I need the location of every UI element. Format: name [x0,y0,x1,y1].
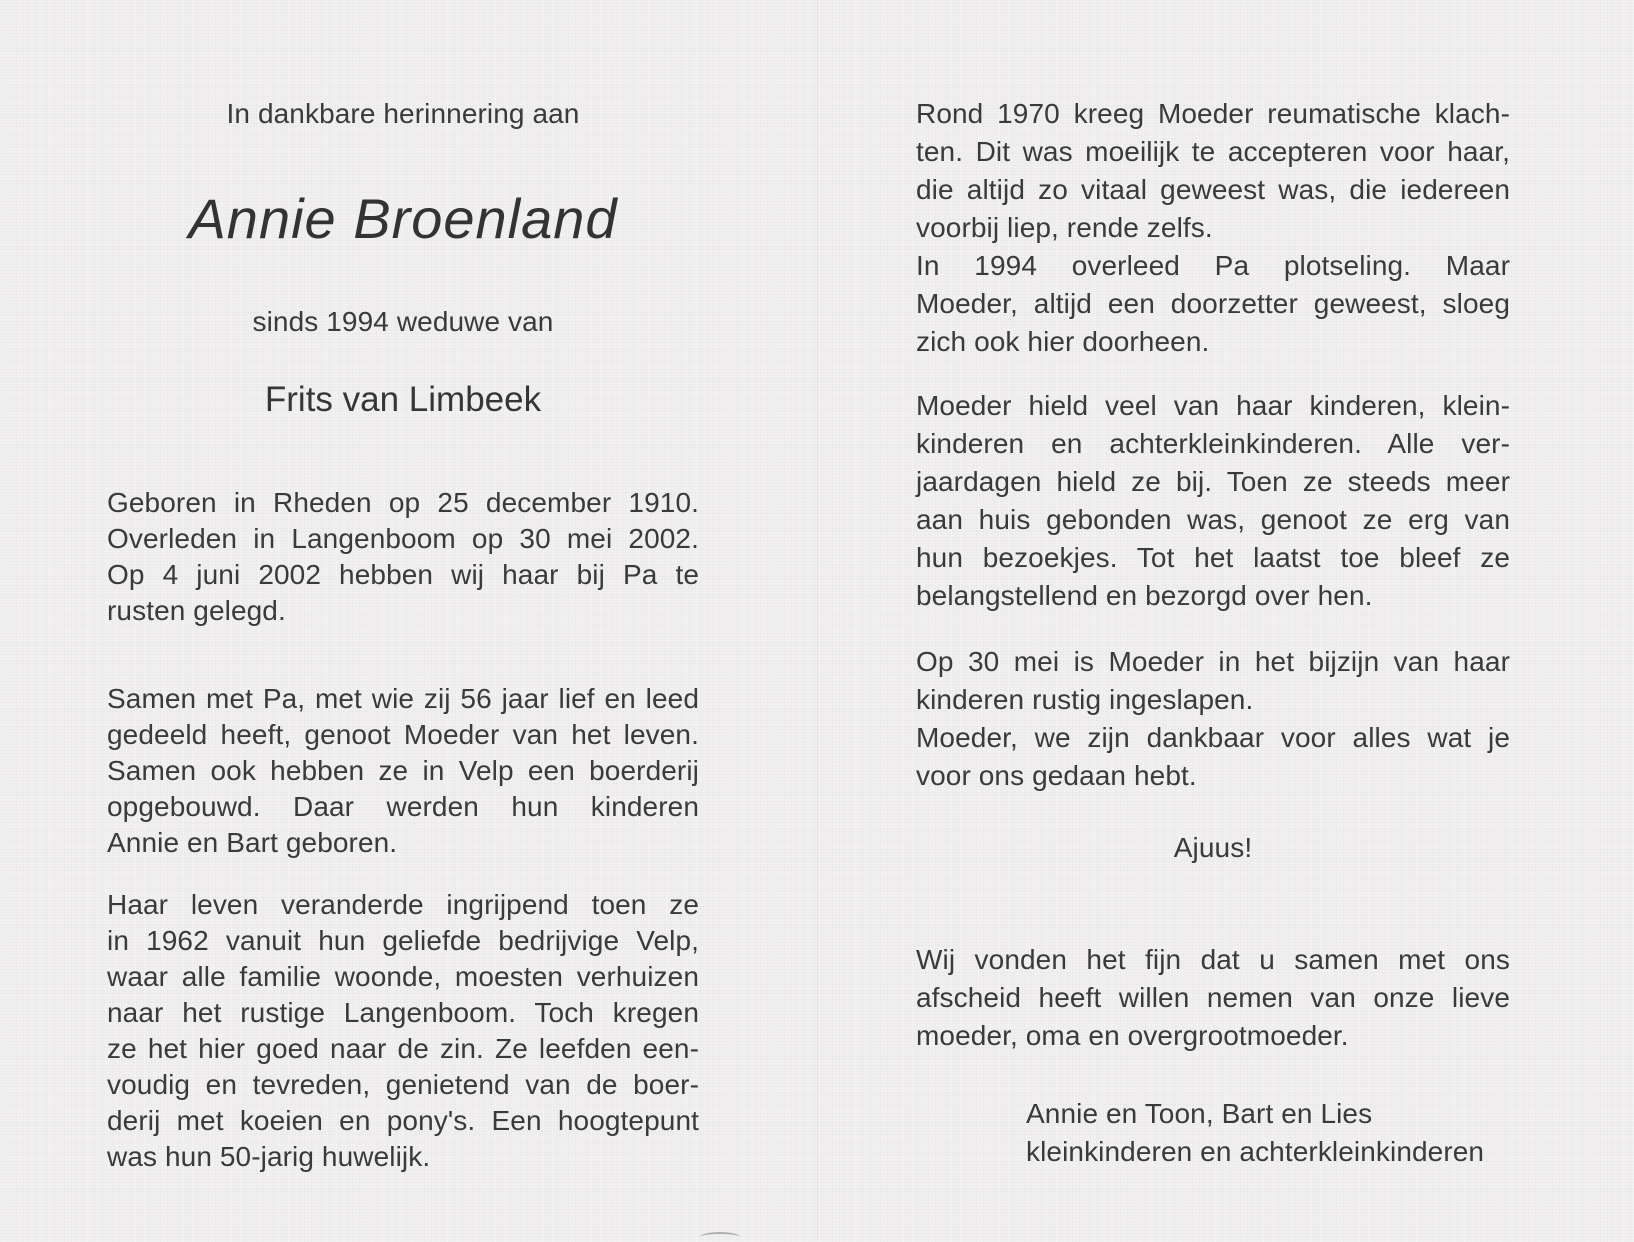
text-line: Haar leven veranderde ingrijpend toen ze [107,889,699,920]
text-line: voorbij liep, rende zelfs. [916,212,1213,243]
text-line: zich ook hier doorheen. [916,326,1210,357]
text-line: kinderen en achterkleinkinderen. Alle ver- [916,428,1510,459]
text-line: Samen ook hebben ze in Velp een boerderij [107,755,699,786]
page-number-mark [700,1232,740,1242]
text-line: naar het rustige Langenboom. Toch kregen [107,997,699,1028]
text-line: In 1994 overleed Pa plotseling. Maar [916,250,1510,281]
text-line: ten. Dit was moeilijk te accepteren voor haar, [916,136,1510,167]
text-line: Moeder hield veel van haar kinderen, klein- [916,390,1510,421]
widow-text: sinds 1994 weduwe van [252,306,554,337]
text-line: in 1962 vanuit hun geliefde bedrijvige Velp, [107,925,699,956]
text-line: derij met koeien en pony's. Een hoogtepunt [107,1105,699,1136]
text-line: Overleden in Langenboom op 30 mei 2002. [107,523,699,554]
text-line: afscheid heeft willen nemen van onze lieve [916,982,1510,1013]
signature-line: kleinkinderen en achterkleinkinderen [1026,1136,1485,1167]
text-line: waar alle familie woonde, moesten verhuizen [107,961,699,992]
text-line: aan huis gebonden was, genoot ze erg van [916,504,1510,535]
text-line: die altijd zo vitaal geweest was, die iedereen [916,174,1510,205]
text-line: Rond 1970 kreeg Moeder reumatische klach- [916,98,1510,129]
spouse-name: Frits van Limbeek [264,380,542,419]
text-line: Samen met Pa, met wie zij 56 jaar lief en leed [107,683,699,714]
text-line: Wij vonden het fijn dat u samen met ons [916,944,1510,975]
text-line: hun bezoekjes. Tot het laatst toe bleef ze [916,542,1510,573]
farewell-text: Ajuus! [1173,832,1253,863]
text-line: ze het hier goed naar de zin. Ze leefden een- [107,1033,699,1064]
text-line: Moeder, we zijn dankbaar voor alles wat je [916,722,1510,753]
text-line: belangstellend en bezorgd over hen. [916,580,1373,611]
text-line: voudig en tevreden, genietend van de boer- [107,1069,699,1100]
text-line: Op 30 mei is Moeder in het bijzijn van haar [916,646,1510,677]
text-line: Op 4 juni 2002 hebben wij haar bij Pa te [107,559,699,590]
text-line: moeder, oma en overgrootmoeder. [916,1020,1349,1051]
text-line: Moeder, altijd een doorzetter geweest, sloeg [916,288,1510,319]
text-line: gedeeld heeft, genoot Moeder van het leven. [107,719,699,750]
intro-text: In dankbare herinnering aan [226,98,580,129]
text-line: rusten gelegd. [107,595,286,626]
text-line: voor ons gedaan hebt. [916,760,1197,791]
fold-line [817,0,818,1240]
signature-line: Annie en Toon, Bart en Lies [1026,1098,1373,1129]
deceased-name: Annie Broenland [188,187,618,250]
text-line: opgebouwd. Daar werden hun kinderen [107,791,699,822]
text-line: Annie en Bart geboren. [107,827,398,858]
text-line: jaardagen hield ze bij. Toen ze steeds meer [916,466,1510,497]
text-line: was hun 50-jarig huwelijk. [107,1141,431,1172]
text-line: kinderen rustig ingeslapen. [916,684,1254,715]
text-line: Geboren in Rheden op 25 december 1910. [107,487,699,518]
